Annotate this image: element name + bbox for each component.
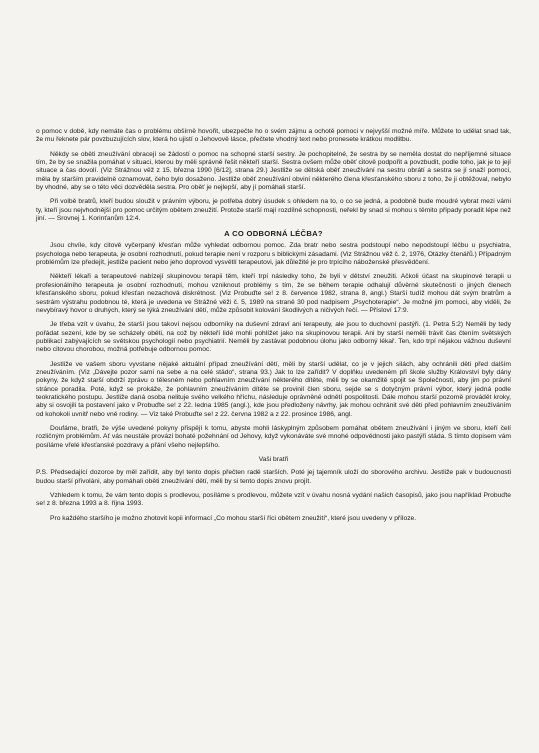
paragraph-protection: Jestliže ve vašem sboru vyvstane nějaké aktuální případ zneužívání dětí, měli by starší udělat, co je v jejich silách, aby ochránili děti před dalším zneužíváním. (Viz „Dávejte pozor sami na sebe a na celé stádo“, strana 93.) Jak to lze zařídit? V doplňku uvedeném při škole služby Království byly dány pokyny, že když starší obdrží zprávu o tělesném nebo pohlavním zneužívání některého dítěte, měli by se okamžitě spojit se Společností, aby jim po právní stránce poradila. Poté, když se prokáže, že pohlavním zneužíváním dítěte se provinil člen sboru, sejde se s dotyčným právní výbor, který jedná podle teokratického postupu. Jestliže daná osoba nelituje svého velkého hříchu, následuje oprávněné odnětí pospolitosti. Dále mohou starší pozorně provádět kroky, aby si osvojili ta postavení jako v Probuďte se! z 22. ledna 1985 (angl.), kde jsou předloženy návrhy, jak mohou ochránit své děti před pohlavním zneužíváním od kohokoli uvnitř nebo vně rodiny. — Viz také Probuďte se! z 22. června 1982 a z 22. prosince 1986, angl. xyxy=(36,360,511,418)
paragraph-group-therapy: Někteří lékaři a terapeutové nabízejí skupinovou terapii těm, kteří trpí následky toho, že byli v dětství zneužiti. Ačkoli účast na skupinové terapii u profesionálního terapeuta je osobní rozhodnutí, mohou vzniknout problémy s tím, že se během terapie odhalují důvěrné skutečnosti o jiných členech křesťanského sboru, pokud křesťan nezachová diskrétnost. (Viz Probuďte se! z 8. července 1982, strana 8, angl.) Starší tudíž mohou dát svým bratrům a sestrám výstrahu podobnou té, která je uvedena ve Strážné věži č. 5, 1989 na straně 30 pod nadpisem „Psychoterapie“. Je možné jim pomoci, aby viděli, že nevybíravý hovor o druhých, který se týká zneužívání dětí, může způsobit kolování škodlivých a ničivých řečí. — Přísloví 17:9. xyxy=(36,273,511,314)
paragraph-professional-help: Jsou chvíle, kdy citově vyčerpaný křesťan může vyhledat odbornou pomoc. Zda bratr nebo sestra podstoupí nebo nepodstoupí léčbu u psychiatra, psychologa nebo terapeuta, je osobní rozhodnutí, pokud terapie není v rozporu s biblickými zásadami. (Viz Strážnou věž č. 2, 1976, Otázky čtenářů.) Případným problémům lze předejít, jestliže pacient nebo jeho doprovod vysvětlí terapeutovi, jak důležité je pro trpícího náboženské přesvědčení. xyxy=(36,242,511,267)
paragraph-judicial-committee: Při volbě bratrů, kteří budou sloužit v právním výboru, je potřeba dobrý úsudek s ohledem na to, o co se jedná, a podobně bude moudré vybrat mezi vámi ty, kteří jsou nejvhodnější pro pomoc určitým obětem zneužití. Protože starší mají rozdílné schopnosti, neřekl by snad si mohou s těmito případy poradit lépe než jiní. — Srovnej 1. Korinťanům 12:4. xyxy=(36,198,511,223)
paragraph-closing: Doufáme, bratři, že výše uvedené pokyny přispějí k tomu, abyste mohli láskyplným způsobem pomáhat obětem zneužívání i jiným ve sboru, kteří čelí rozličným problémům. Ať vás neustále provází bohaté požehnání od Jehovy, když vykonáváte své mnohé odpovědnosti jako pastýři stáda. S tímto dopisem vám posíláme vřelé křesťanské pozdravy a přání všeho nejlepšího. xyxy=(36,424,511,449)
postscript: P.S. Předsedající dozorce by měl zařídit, aby byl tento dopis přečten radě starších. Poté jej tajemník uloží do sborového archivu. Jestliže pak v budoucnosti budou starší přivoláni, aby pomáhali oběti zneužívání dětí, měli by si tento dopis znovu projít. xyxy=(36,469,511,485)
signature: Vaši bratři xyxy=(258,456,289,463)
paragraph-elders-role: Je třeba vzít v úvahu, že starší jsou takoví nejsou odborníky na duševní zdraví ani terapeuty, ale jsou to duchovní pastýři. (1. Petra 5:2) Neměli by tedy pořádat sezení, kde by se scházely oběti, na což by někteří lidé mohli pohlížet jako na skupinovou terapii. Ani by starší neměli trávit čas čtením světských publikací zabývajících se světskou psychologií nebo psychiatrií. Neměli by zastávat podobnou úlohu jako odborný lékař. Ten, kdo trpí nějakou vážnou duševní nebo citovou chorobou, možná potřebuje odbornou pomoc. xyxy=(36,321,511,354)
paragraph-magazines: Vzhledem k tomu, že vám tento dopis s prodlevou, posíláme s prodlevou, můžete vzít v úvahu nosná vydání našich časopisů, jako jsou například Probuďte se! z 8. března 1993 a 8. října 1993. xyxy=(36,492,511,508)
intro-paragraph: o pomoc v době, kdy nemáte čas o problému obšírně hovořit, ubezpečte ho o svém zájmu a ochotě pomoci v nejvyšší možné míře. Můžete to udělat snad tak, že mu řeknete pár povzbuzujících slov, která ho ujistí o Jehovově lásce, přečtete vhodný text nebo pronesete krátkou modlitbu. xyxy=(36,128,511,144)
paragraph-attachment: Pro každého staršího je možno zhotovit kopii informací „Co mohou starší říci obětem zneužití“, které jsou uvedeny v příloze. xyxy=(50,514,417,522)
section-heading: A CO ODBORNÁ LÉČBA? xyxy=(224,229,323,239)
paragraph-sisters: Někdy se oběti zneužívání obracejí se žádostí o pomoc na schopné starší sestry. Je pochopitelné, že sestra by se neměla dostat do nepříjemné situace tím, že by se snažila pomáhat v situaci, kterou by měli správně řešit někteří starší. Sestra ovšem může oběť citově podpořit a povzbudit, podle toho, jak je to její situace a čas dovolí. (Viz Strážnou věž z 15. března 1990 [6/12], strana 29.) Jestliže se dětská oběť zneužívání na sestru obrátí a sestra se jí snaží pomoci, měla by starším pravidelně oznamovat, čeho bylo dosaženo. Jestliže oběť zneužívání obviní některého člena křesťanského sboru z toho, že ji obtěžoval, nebylo by vhodné, aby se o této věci dozvěděla sestra. Pro oběť je nejlepší, aby jí pomáhali starší. xyxy=(36,150,511,192)
